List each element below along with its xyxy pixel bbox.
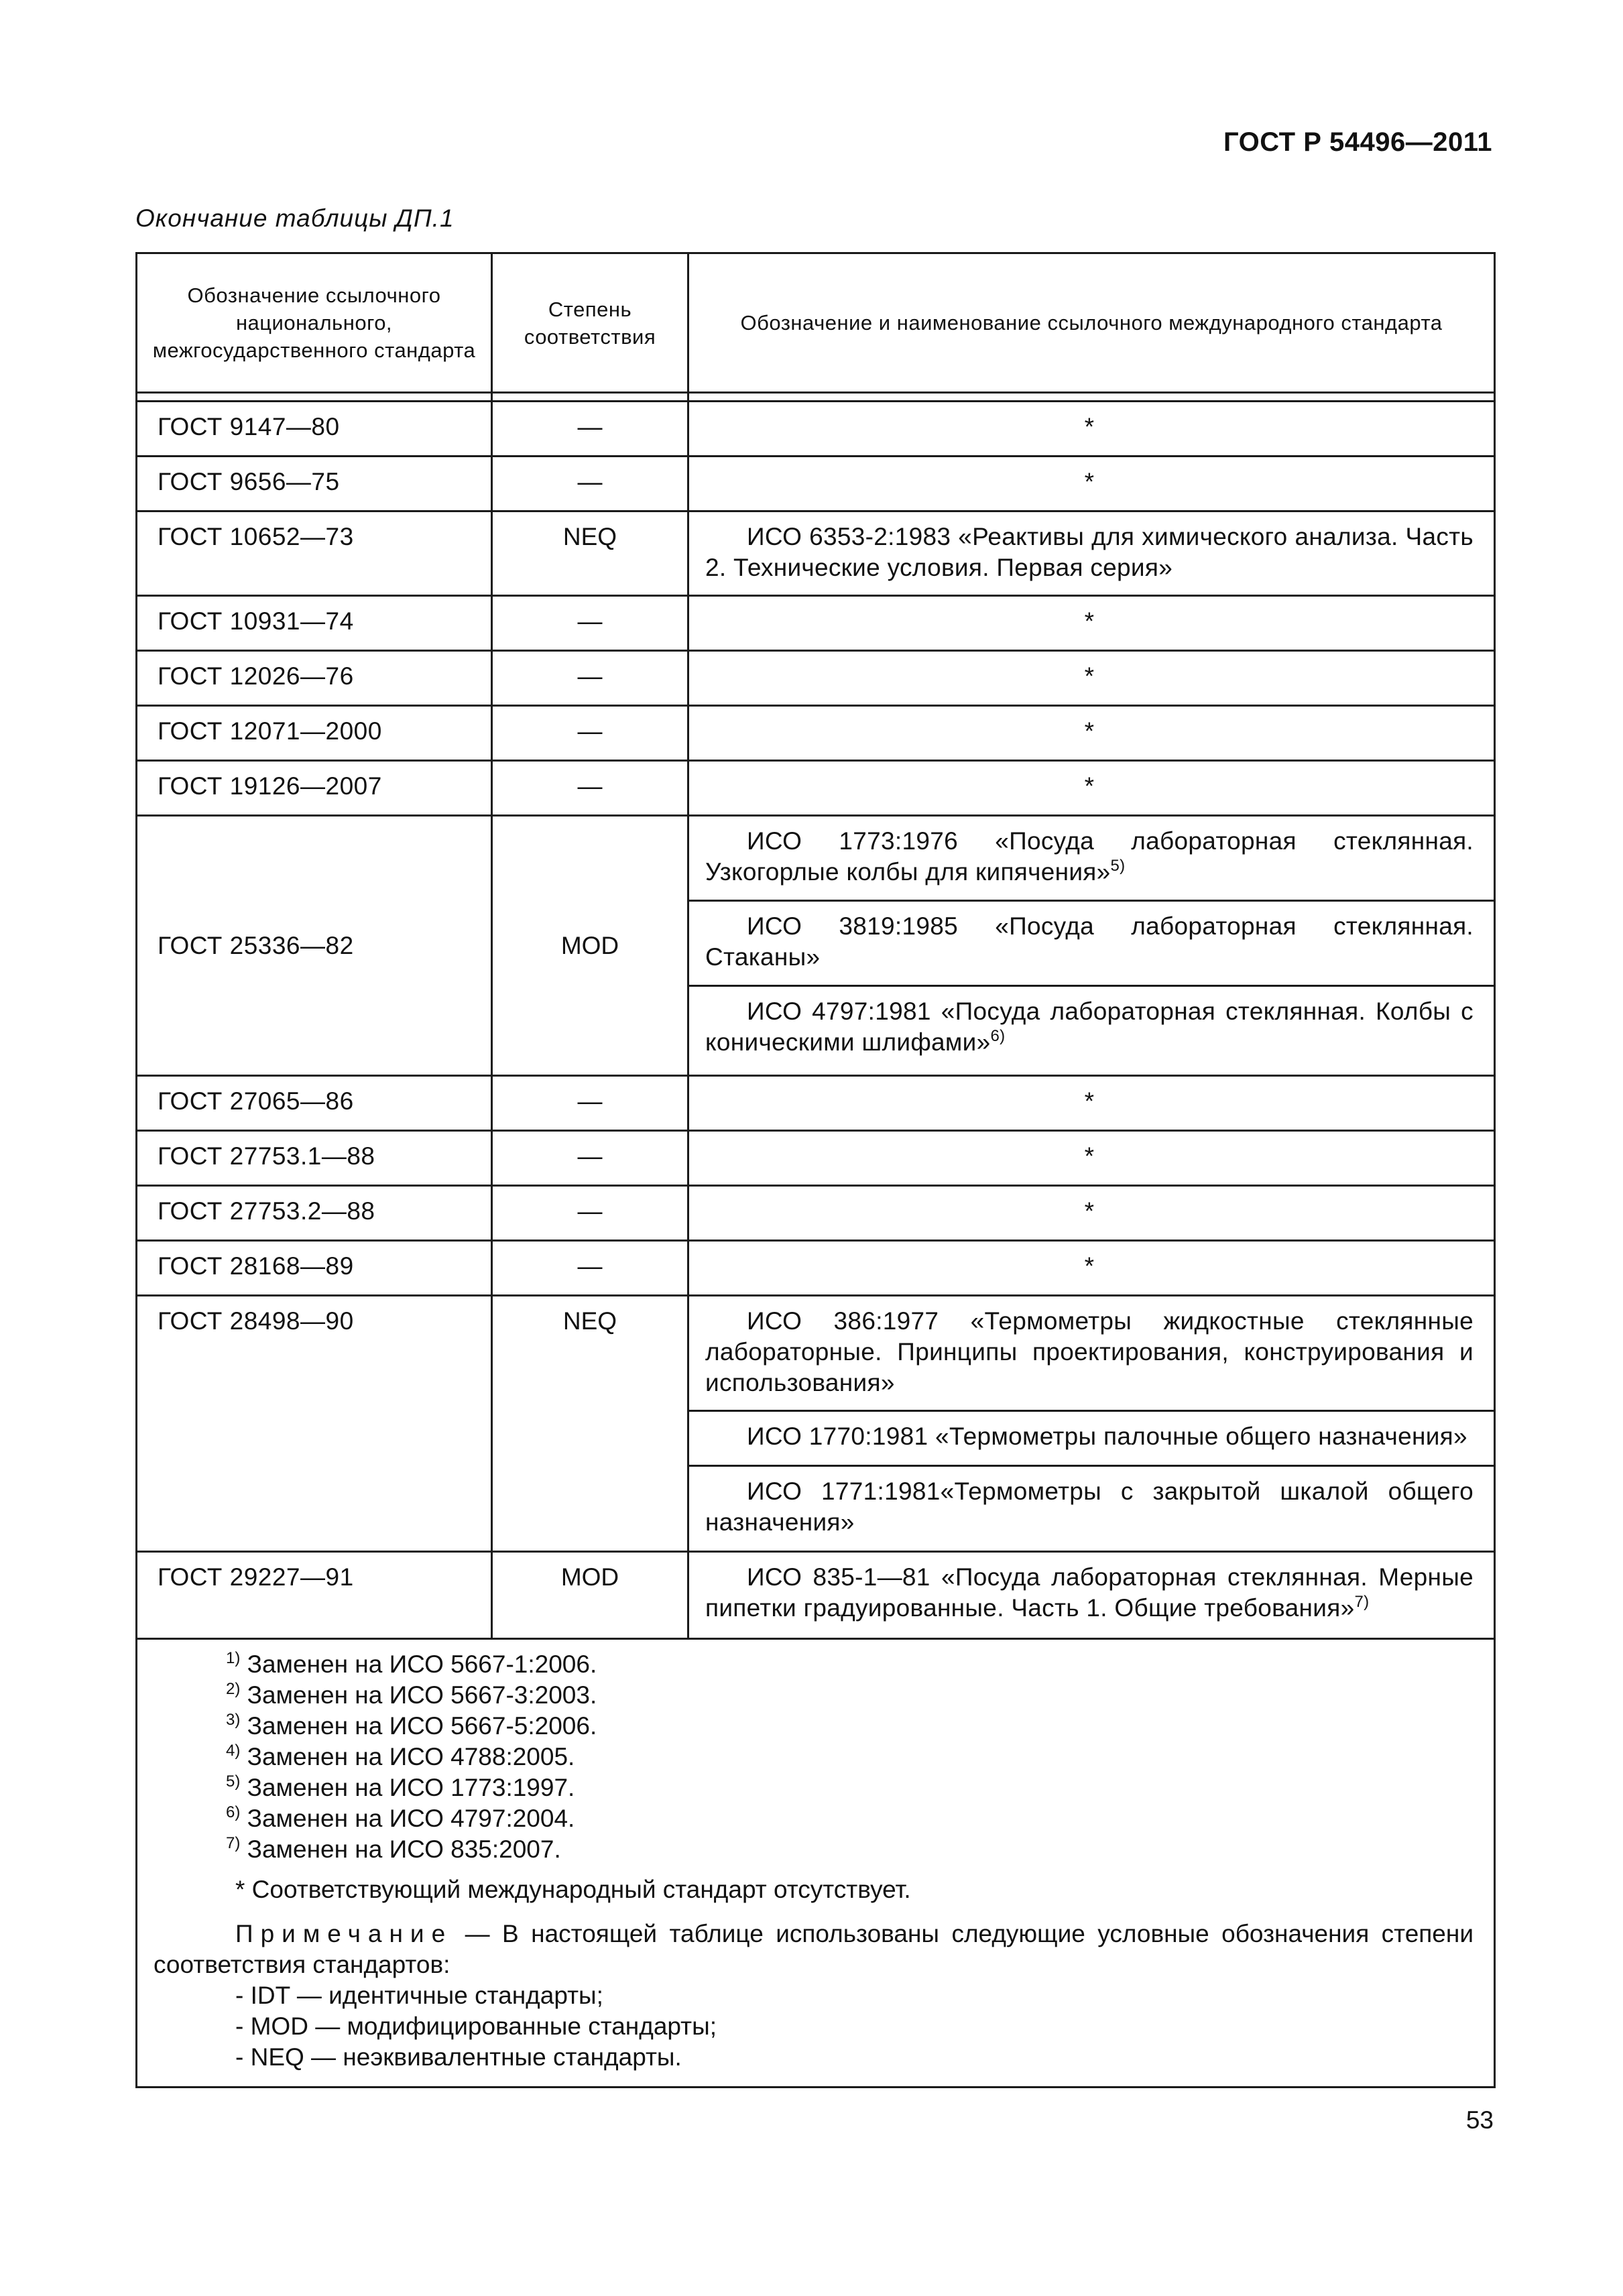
- table-row: [137, 706, 1495, 761]
- table-row: [137, 1131, 1495, 1186]
- international-standard: *: [688, 706, 1495, 761]
- national-standard-code: ГОСТ 27753.1—88: [137, 1131, 492, 1186]
- reference-standards-table: [135, 252, 1496, 2088]
- page-number: 53: [1465, 2106, 1494, 2134]
- footnote: $^{6)}$ Заменен на ИСО 4797:2004.: [226, 1803, 575, 1832]
- degree-of-conformity: —: [492, 706, 688, 761]
- national-standard-code: ГОСТ 27753.2—88: [137, 1186, 492, 1241]
- international-standard: ИСО 4797:1981 «Посуда лабораторная стеклянная. Колбы с коническими шлифами»$^{6)}$: [688, 986, 1495, 1076]
- table-row: [137, 761, 1495, 816]
- col-header-national: Обозначение ссылочного национального, межгосударственного стандарта: [137, 253, 492, 393]
- degree-of-conformity: MOD: [492, 1552, 688, 1639]
- national-standard-code: ГОСТ 10652—73: [137, 511, 492, 596]
- degree-of-conformity: —: [492, 457, 688, 511]
- international-standard: *: [688, 761, 1495, 816]
- international-standard: *: [688, 1241, 1495, 1296]
- national-standard-code: ГОСТ 12071—2000: [137, 706, 492, 761]
- degree-of-conformity: —: [492, 1186, 688, 1241]
- degree-of-conformity: —: [492, 651, 688, 706]
- star-note: * Соответствующий международный стандарт отсутствует.: [235, 1876, 911, 1903]
- international-standard: ИСО 1773:1976 «Посуда лабораторная стеклянная. Узкогорлые колбы для кипячения»$^{5)}$: [688, 816, 1495, 901]
- international-standard: ИСО 3819:1985 «Посуда лабораторная стеклянная. Стаканы»: [688, 901, 1495, 986]
- table-row: [137, 1186, 1495, 1241]
- footnote-ref: 6): [990, 1027, 1006, 1045]
- national-standard-code: ГОСТ 27065—86: [137, 1076, 492, 1131]
- degree-of-conformity: —: [492, 1131, 688, 1186]
- note-paragraph: Примечание — В настоящей таблице использованы следующие условные обозначения степени соответствия стандартов:: [154, 1920, 1474, 1978]
- table-row: [137, 1076, 1495, 1131]
- table-header-row: [137, 253, 1495, 393]
- national-standard-code: ГОСТ 12026—76: [137, 651, 492, 706]
- table-row: [137, 511, 1495, 596]
- international-standard: ИСО 386:1977 «Термометры жидкостные стеклянные лабораторные. Принципы проектирования, конструирования и использования»: [688, 1296, 1495, 1411]
- header-separator: [137, 393, 1495, 402]
- degree-of-conformity: NEQ: [492, 1296, 688, 1552]
- table-row: [137, 1241, 1495, 1296]
- national-standard-code: ГОСТ 28498—90: [137, 1296, 492, 1552]
- col-header-international: Обозначение и наименование ссылочного международного стандарта: [688, 253, 1495, 393]
- degree-of-conformity: MOD: [492, 816, 688, 1076]
- table-row: [137, 402, 1495, 457]
- footnote: $^{7)}$ Заменен на ИСО 835:2007.: [226, 1834, 561, 1863]
- national-standard-code: ГОСТ 25336—82: [137, 816, 492, 1076]
- international-standard: ИСО 1771:1981«Термометры с закрытой шкалой общего назначения»: [688, 1466, 1495, 1552]
- national-standard-code: ГОСТ 10931—74: [137, 596, 492, 651]
- table-row: [137, 816, 1495, 901]
- national-standard-code: ГОСТ 9656—75: [137, 457, 492, 511]
- table-row: [137, 1552, 1495, 1639]
- footnote: $^{2)}$ Заменен на ИСО 5667-3:2003.: [226, 1680, 597, 1709]
- international-standard: ИСО 835-1—81 «Посуда лабораторная стеклянная. Мерные пипетки градуированные. Часть 1. Общие требования»$^{7)}$: [688, 1552, 1495, 1639]
- footnote: $^{3)}$ Заменен на ИСО 5667-5:2006.: [226, 1711, 597, 1740]
- international-standard: *: [688, 1076, 1495, 1131]
- table-notes: [137, 1639, 1495, 2088]
- legend-item: - NEQ — неэквивалентные стандарты.: [235, 2043, 682, 2071]
- degree-of-conformity: —: [492, 1241, 688, 1296]
- international-standard: *: [688, 1131, 1495, 1186]
- international-standard: *: [688, 651, 1495, 706]
- degree-of-conformity: NEQ: [492, 511, 688, 596]
- national-standard-code: ГОСТ 19126—2007: [137, 761, 492, 816]
- degree-of-conformity: —: [492, 596, 688, 651]
- legend-item: - MOD — модифицированные стандарты;: [235, 2012, 717, 2040]
- international-standard: *: [688, 457, 1495, 511]
- degree-of-conformity: —: [492, 402, 688, 457]
- footnote-ref: 5): [1110, 857, 1126, 875]
- degree-of-conformity: —: [492, 761, 688, 816]
- international-standard: ИСО 6353-2:1983 «Реактивы для химического анализа. Часть 2. Технические условия. Первая серия»: [688, 511, 1495, 596]
- note-label: Примечание: [235, 1920, 453, 1947]
- national-standard-code: ГОСТ 9147—80: [137, 402, 492, 457]
- international-standard: *: [688, 402, 1495, 457]
- international-standard: ИСО 1770:1981 «Термометры палочные общего назначения»: [688, 1411, 1495, 1466]
- table-row: [137, 596, 1495, 651]
- footnote-ref: 7): [1354, 1593, 1370, 1611]
- table-row: [137, 1296, 1495, 1411]
- table-row: [137, 457, 1495, 511]
- national-standard-code: ГОСТ 29227—91: [137, 1552, 492, 1639]
- footnote: $^{1)}$ Заменен на ИСО 5667-1:2006.: [226, 1649, 597, 1678]
- document-code: ГОСТ Р 54496—2011: [1223, 127, 1492, 157]
- footnote: $^{4)}$ Заменен на ИСО 4788:2005.: [226, 1742, 575, 1770]
- degree-of-conformity: —: [492, 1076, 688, 1131]
- table-row: [137, 651, 1495, 706]
- legend-item: - IDT — идентичные стандарты;: [235, 1982, 603, 2009]
- table-notes-row: [137, 1639, 1495, 2088]
- national-standard-code: ГОСТ 28168—89: [137, 1241, 492, 1296]
- international-standard: *: [688, 596, 1495, 651]
- international-standard: *: [688, 1186, 1495, 1241]
- footnote: $^{5)}$ Заменен на ИСО 1773:1997.: [226, 1772, 575, 1801]
- table-caption: Окончание таблицы ДП.1: [135, 204, 455, 232]
- col-header-degree: Степень соответствия: [492, 253, 688, 393]
